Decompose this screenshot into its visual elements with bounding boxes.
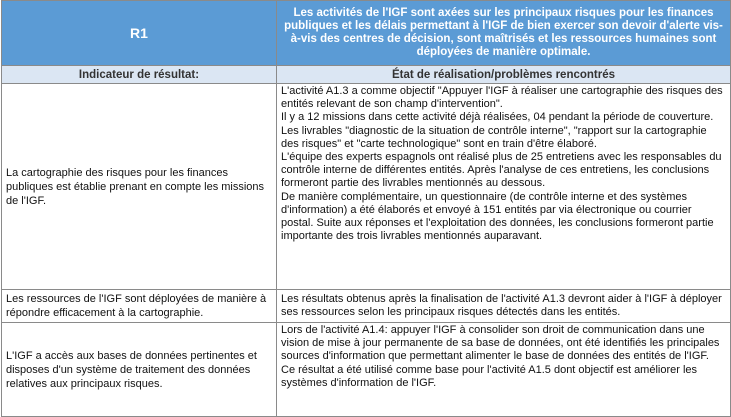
result-objective: Les activités de l'IGF sont axées sur les principaux risques pour les finances publiques et les délais permettant à l'IGF de bien exercer son devoir d'alerte vis-à-vis des centres de décision, sont maîtrisés et les ressources humaines sont déployées de manière optimale. [277,1,731,66]
status-paragraph: Lors de l'activité A1.4: appuyer l'IGF à consolider son droit de communication dans une vision de mise à jour permanente de sa base de données, ont été identifiés les principales sources d'information que permettant alimenter le base de données des entités de l'IGF. [281,324,720,363]
table-row [2,84,731,290]
status-paragraph: Ce résultat a été utilisé comme base pour l'activité A1.5 dont objectif est améliorer les systèmes d'information de l'IGF. [281,363,698,389]
status-cell [277,323,731,417]
column-header-indicator: Indicateur de résultat: [2,66,277,84]
status-paragraph: L'activité A1.3 a comme objectif "Appuyer l'IGF à réaliser une cartographie des risques des entités relevant de son champ d'intervention". [281,85,723,111]
indicator-cell: Les ressources de l'IGF sont déployées de manière à répondre efficacement à la cartographie. [2,290,277,323]
results-table [1,0,731,417]
indicator-cell: La cartographie des risques pour les finances publiques est établie prenant en compte les missions de l'IGF. [2,84,277,290]
indicator-cell: L'IGF a accès aux bases de données pertinentes et disposes d'un système de traitement des données relatives aux principaux risques. [2,323,277,417]
status-paragraph: Les résultats obtenus après la finalisation de l'activité A1.3 devront aider à l'IGF à déployer ses ressources selon les principaux risques détectés dans les entités. [281,292,722,318]
table-row [2,290,731,323]
status-paragraph: L'équipe des experts espagnols ont réalisé plus de 25 entretiens avec les responsables du contrôle interne de différentes entités. Après l'analyse de ces entretiens, les conclusions formeront partie des livrables mentionnés au dessous. [281,151,722,190]
column-header-status: État de réalisation/problèmes rencontrés [277,66,731,84]
table-row [2,323,731,417]
status-cell [277,84,731,290]
status-paragraph: De manière complémentaire, un questionnaire (de contrôle interne et des systèmes d'information) a été élaborés et envoyé à 151 entités par via électronique ou courrier postal. Suite aux réponses et l'exploitation des données, les conclusions formeront partie importante des trois livrables mentionnés auparavant. [281,190,714,243]
status-paragraph: Les livrables "diagnostic de la situation de contrôle interne", "rapport sur la cartographie des risques" et "carte technologique" sont en train d'être élaboré. [281,124,707,150]
status-paragraph: Il y a 12 missions dans cette activité déjà réalisées, 04 pendant la période de couverture. [281,111,714,124]
status-cell [277,290,731,323]
header-row [2,1,731,66]
column-header-row [2,66,731,84]
result-code: R1 [2,1,277,66]
